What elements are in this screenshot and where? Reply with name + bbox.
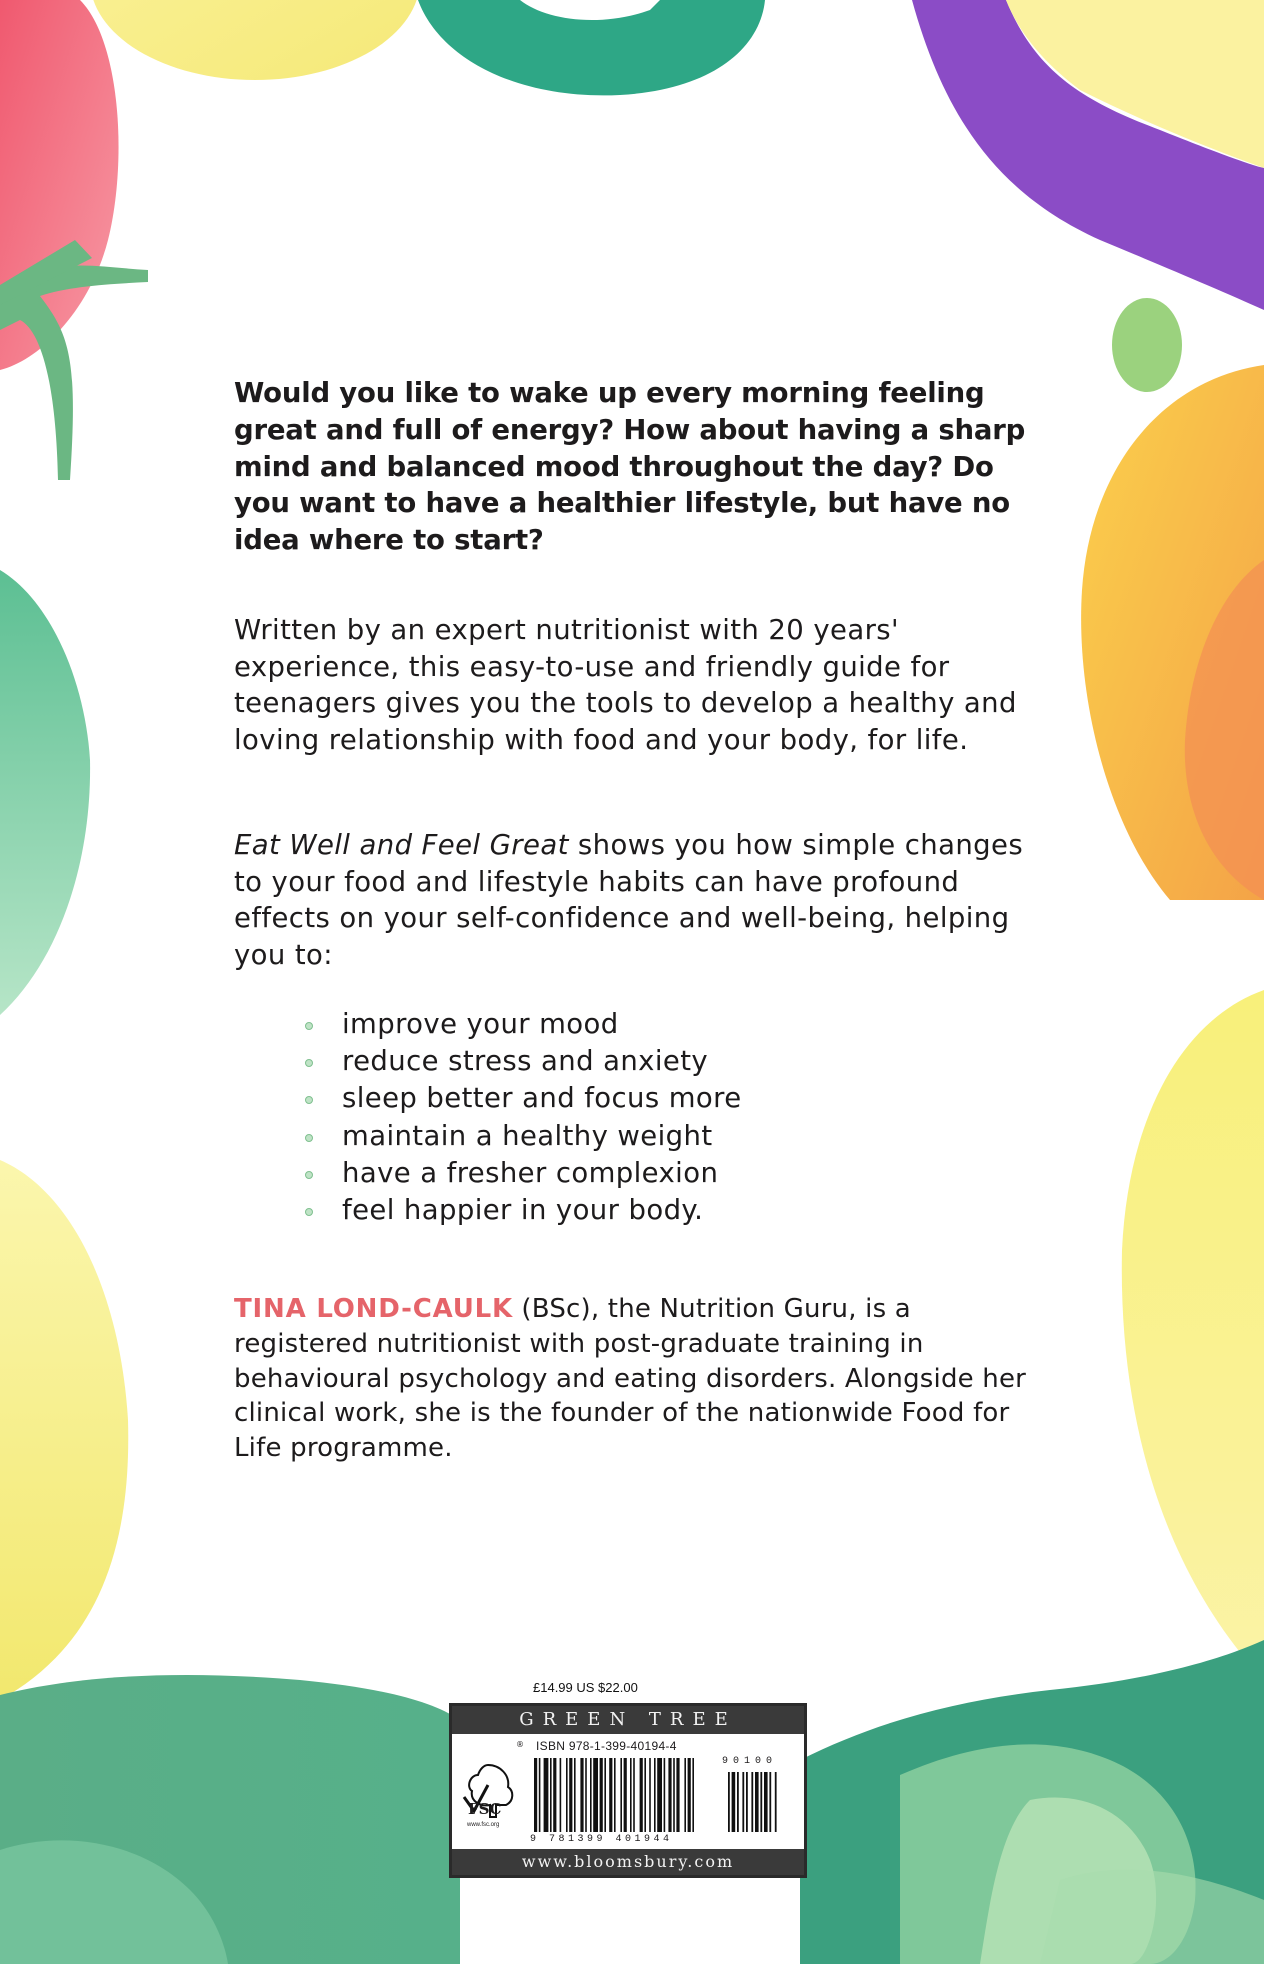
imprint-name: GREEN TREE — [452, 1706, 804, 1734]
fsc-website: www.fsc.org — [467, 1822, 500, 1828]
author-bio — [234, 1292, 1034, 1466]
list-item — [300, 1043, 742, 1080]
bullet-icon — [305, 1022, 313, 1030]
barcode-panel — [449, 1703, 807, 1878]
list-item — [300, 1155, 742, 1192]
author-bio-text: (BSc), the Nutrition Guru, is a registered nutritionist with post-graduate training in behavioural psychology and eating disorders. Alongside her clinical work, she is the founder of the nationwide Food for Life programme. — [234, 1294, 1027, 1464]
registered-mark: ® — [516, 1740, 524, 1749]
barcode-addon-digits: 90100 — [722, 1756, 778, 1767]
list-item — [300, 1192, 742, 1229]
book-title: Eat Well and Feel Great — [234, 829, 569, 861]
bullet-icon — [305, 1096, 313, 1104]
isbn-number: ISBN 978-1-399-40194-4 — [536, 1739, 677, 1753]
list-item — [300, 1118, 742, 1155]
list-item — [300, 1006, 742, 1043]
fsc-label: FSC — [468, 1800, 502, 1818]
barcode-digits: 9 781399 401944 — [530, 1834, 673, 1845]
benefit-text: have a fresher complexion — [342, 1156, 719, 1189]
publisher-website: www.bloomsbury.com — [452, 1849, 804, 1875]
benefits-list — [300, 1006, 742, 1229]
benefit-text: sleep better and focus more — [342, 1082, 742, 1115]
bullet-icon — [305, 1171, 313, 1179]
benefit-text: improve your mood — [342, 1008, 619, 1040]
list-item — [300, 1080, 742, 1117]
benefits-lead-paragraph — [234, 827, 1034, 973]
barcode-icon — [530, 1758, 800, 1836]
benefit-text: reduce stress and anxiety — [342, 1045, 709, 1078]
bullet-icon — [305, 1059, 313, 1067]
benefit-text: feel happier in your body. — [342, 1194, 704, 1227]
benefit-text: maintain a healthy weight — [342, 1119, 713, 1152]
author-name: TINA LOND-CAULK — [234, 1294, 513, 1324]
benefits-lead-text: shows you how simple changes to your food and lifestyle habits can have profound effects on your self-confidence and well-being, helping you to: — [234, 829, 1024, 971]
bullet-icon — [305, 1208, 313, 1216]
price-label: £14.99 US $22.00 — [533, 1680, 638, 1695]
intro-question: Would you like to wake up every morning feeling great and full of energy? How about having a sharp mind and balanced mood throughout the day? Do you want to have a healthier lifestyle, but have no idea where to start? — [234, 377, 1026, 557]
bullet-icon — [305, 1134, 313, 1142]
description-paragraph: Written by an expert nutritionist with 20 years' experience, this easy-to-use and friendly guide for teenagers gives you the tools to develop a healthy and loving relationship with food and your body, for life. — [234, 614, 1017, 756]
